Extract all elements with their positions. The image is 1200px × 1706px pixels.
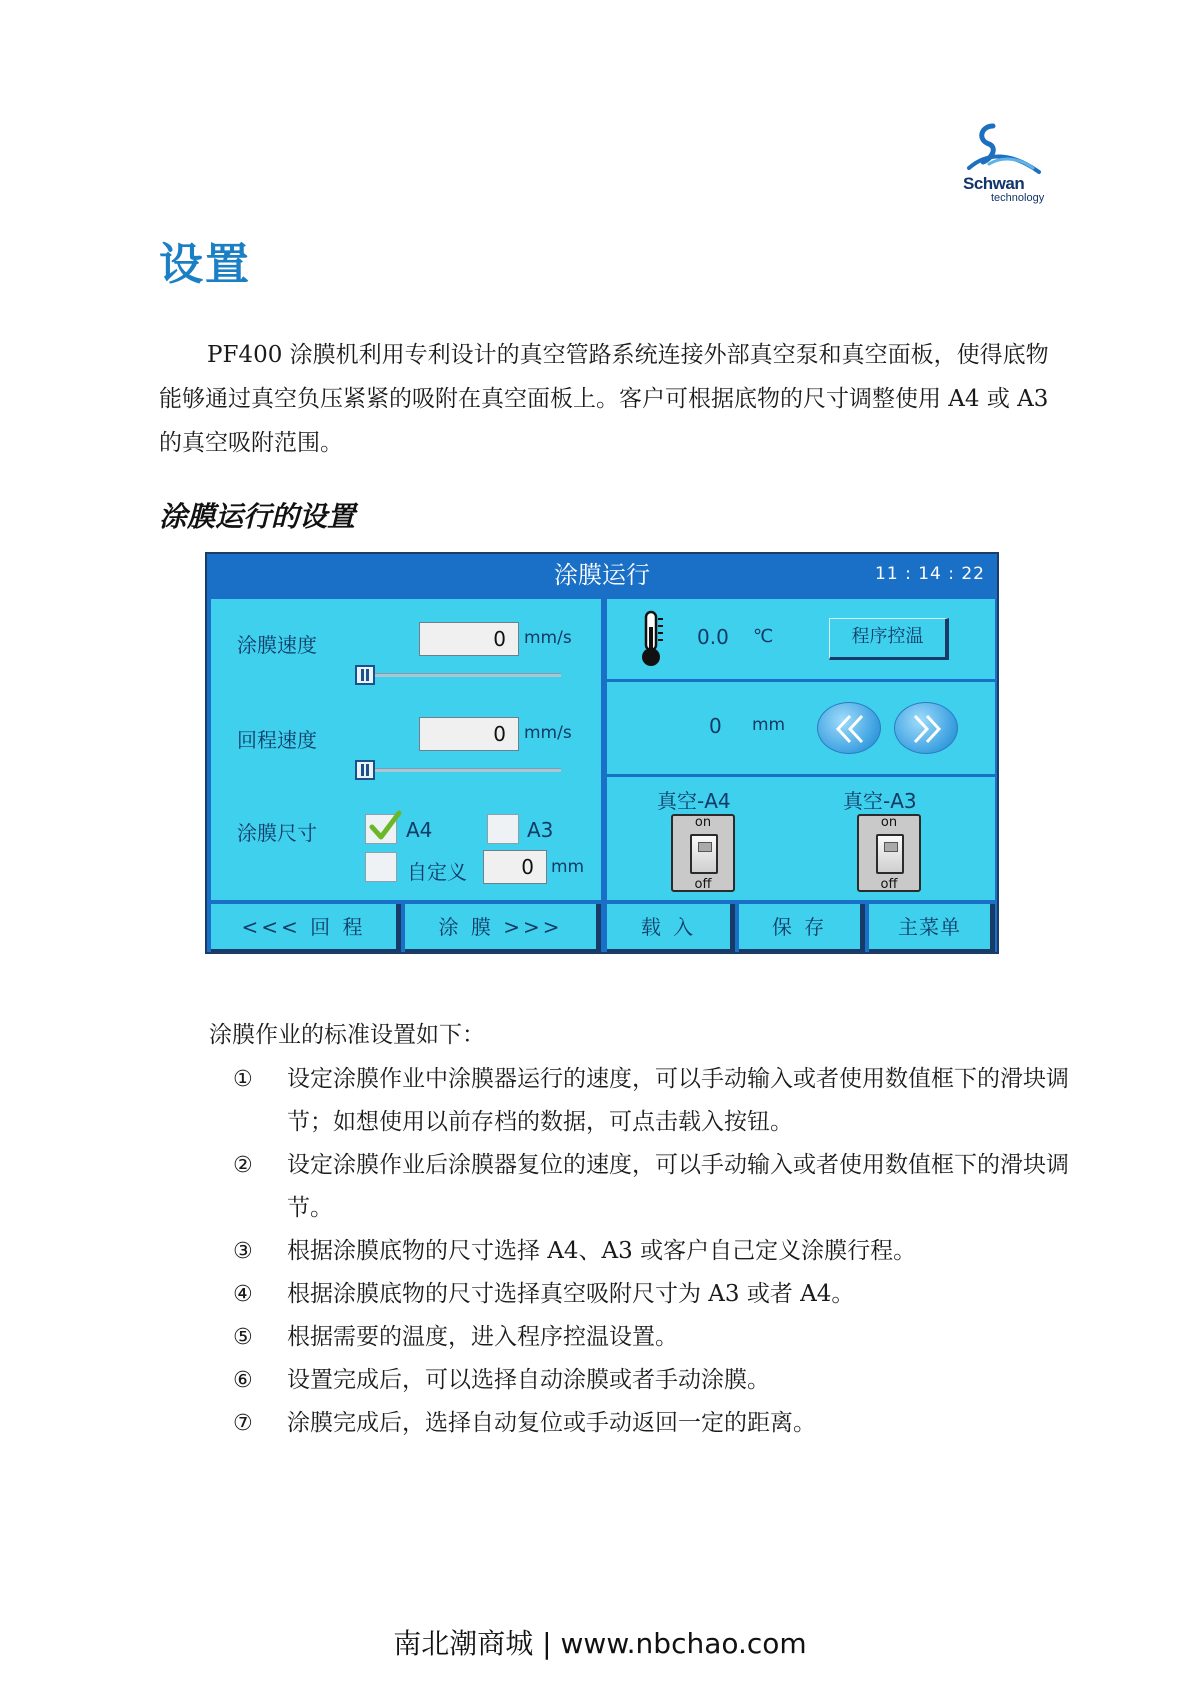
step-text: 根据需要的温度，进入程序控温设置。: [287, 1324, 678, 1350]
custom-size-checkbox[interactable]: [365, 852, 397, 882]
schwan-logo: [955, 122, 1055, 208]
vacuum-a3-off-label: off: [880, 877, 898, 892]
position-value: 0: [709, 714, 722, 738]
step-text: 根据涂膜底物的尺寸选择真空吸附尺寸为 A3 或者 A4。: [287, 1281, 855, 1307]
custom-size-label: 自定义: [407, 860, 467, 884]
step-text: 设定涂膜作业中涂膜器运行的速度，可以手动输入或者使用数值框下的滑块调节；如想使用以前存档的数据，可点击载入按钮。: [287, 1066, 1069, 1135]
coating-speed-input[interactable]: 0: [419, 622, 519, 656]
a4-checkbox[interactable]: [365, 814, 397, 844]
list-item: [229, 1316, 1069, 1359]
position-panel: [607, 682, 995, 774]
logo-subtitle: technology: [991, 192, 1045, 204]
return-speed-label: 回程速度: [237, 728, 317, 752]
vacuum-a4-on-label: on: [694, 815, 712, 830]
steps-intro: 涂膜作业的标准设置如下：: [209, 1022, 485, 1048]
vacuum-a4-label: 真空-A4: [657, 789, 731, 813]
vacuum-a4-off-label: off: [694, 877, 712, 892]
steps-list: [229, 1058, 1069, 1445]
temperature-unit: ℃: [753, 626, 774, 647]
a4-label: A4: [406, 818, 433, 842]
intro-paragraph: [159, 333, 1059, 465]
step-number: ⑥: [233, 1368, 253, 1393]
coating-speed-slider[interactable]: [361, 673, 561, 677]
list-item: [229, 1359, 1069, 1402]
switch-lever-icon: [690, 834, 718, 874]
temperature-value: 0.0: [697, 625, 729, 649]
coating-speed-slider-thumb[interactable]: [355, 665, 375, 685]
a3-label: A3: [527, 818, 554, 842]
hmi-screen: [205, 552, 999, 954]
step-text: 涂膜完成后，选择自动复位或手动返回一定的距离。: [287, 1410, 816, 1436]
section-title: 涂膜运行的设置: [159, 500, 356, 533]
main-menu-button[interactable]: 主菜单: [869, 904, 995, 952]
swan-logo-icon: [963, 122, 1043, 178]
vacuum-a3-switch[interactable]: [857, 814, 921, 892]
step-number: ①: [233, 1067, 253, 1092]
vacuum-panel: [607, 777, 995, 900]
list-item: [229, 1273, 1069, 1316]
step-number: ④: [233, 1282, 253, 1307]
coating-speed-unit: mm/s: [524, 628, 572, 648]
temperature-panel: [607, 599, 995, 679]
vacuum-a3-on-label: on: [880, 815, 898, 830]
page-title: 设置: [159, 239, 251, 290]
thermometer-icon: [635, 609, 667, 669]
speed-settings-panel: [211, 599, 601, 900]
step-number: ⑦: [233, 1411, 253, 1436]
step-text: 根据涂膜底物的尺寸选择 A4、A3 或客户自己定义涂膜行程。: [287, 1238, 917, 1264]
step-number: ②: [233, 1153, 253, 1178]
save-button[interactable]: 保 存: [739, 904, 865, 952]
logo-brand: Schwan: [963, 174, 1025, 193]
list-item: [229, 1144, 1069, 1230]
checkmark-icon: [368, 809, 402, 843]
step-text: 设定涂膜作业后涂膜器复位的速度，可以手动输入或者使用数值框下的滑块调节。: [287, 1152, 1069, 1221]
list-item: [229, 1230, 1069, 1273]
move-back-button[interactable]: [817, 702, 881, 754]
move-forward-button[interactable]: [894, 702, 958, 754]
double-chevron-right-icon: [909, 712, 945, 746]
list-item: [229, 1058, 1069, 1144]
load-button[interactable]: 载 入: [607, 904, 735, 952]
intro-text: PF400 涂膜机利用专利设计的真空管路系统连接外部真空泵和真空面板，使得底物能够通过真空负压紧紧的吸附在真空面板上。客户可根据底物的尺寸调整使用 A4 或 A3 的真空吸附范围。: [159, 342, 1049, 456]
step-number: ⑤: [233, 1325, 253, 1350]
return-button[interactable]: <<< 回 程: [211, 904, 401, 952]
coating-speed-label: 涂膜速度: [237, 633, 317, 657]
a3-checkbox[interactable]: [487, 814, 519, 844]
return-speed-slider[interactable]: [361, 768, 561, 772]
list-item: [229, 1402, 1069, 1445]
hmi-clock: 11 : 14 : 22: [875, 564, 985, 584]
custom-size-unit: mm: [551, 857, 585, 877]
coat-button[interactable]: 涂 膜 >>>: [405, 904, 601, 952]
step-text: 设置完成后，可以选择自动涂膜或者手动涂膜。: [287, 1367, 770, 1393]
vacuum-a4-switch[interactable]: [671, 814, 735, 892]
return-speed-unit: mm/s: [524, 723, 572, 743]
hmi-title: 涂膜运行: [554, 561, 650, 589]
program-temperature-button[interactable]: 程序控温: [829, 618, 949, 660]
coating-size-label: 涂膜尺寸: [237, 821, 317, 845]
switch-lever-icon: [876, 834, 904, 874]
step-number: ③: [233, 1239, 253, 1264]
custom-size-input[interactable]: 0: [483, 850, 547, 884]
return-speed-slider-thumb[interactable]: [355, 760, 375, 780]
double-chevron-left-icon: [832, 712, 868, 746]
footer-watermark: 南北潮商城 | www.nbchao.com: [393, 1627, 807, 1660]
return-speed-input[interactable]: 0: [419, 717, 519, 751]
position-unit: mm: [752, 715, 786, 735]
vacuum-a3-label: 真空-A3: [843, 789, 917, 813]
